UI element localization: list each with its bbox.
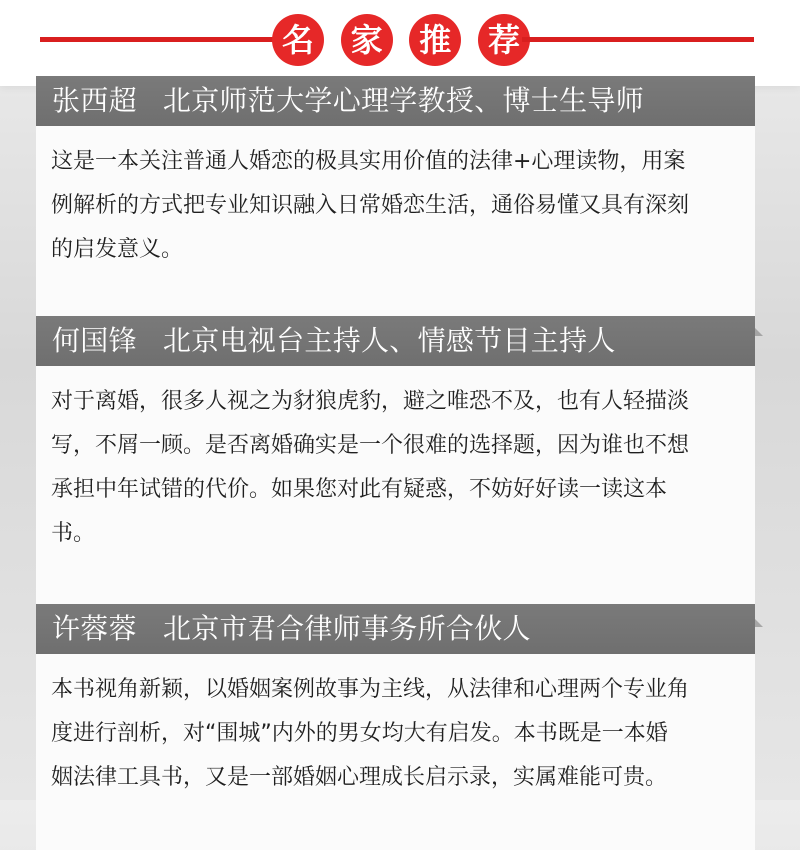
- recommender-header: [36, 76, 755, 126]
- recommendation-text: [36, 366, 755, 619]
- recommender-name: 何国锋: [52, 324, 137, 357]
- recommendation-line: 承担中年试错的代价。如果您对此有疑惑，不妨好好读一读这本: [51, 477, 668, 502]
- title-char: 名: [272, 14, 324, 66]
- recommendation-card: [36, 316, 755, 619]
- recommender-role: 北京电视台主持人、情感节目主持人: [162, 324, 616, 357]
- recommendation-line: 的启发意义。: [51, 237, 184, 262]
- title-char: 荐: [478, 14, 530, 66]
- title-char: 家: [341, 14, 393, 66]
- recommendation-line: 本书视角新颖，以婚姻案例故事为主线，从法律和心理两个专业角: [51, 677, 690, 702]
- recommendation-line: 写，不屑一顾。是否离婚确实是一个很难的选择题，因为谁也不想: [51, 433, 690, 458]
- recommendation-line: 书。: [51, 521, 96, 546]
- recommendation-line: 姻法律工具书，又是一部婚姻心理成长启示录，实属难能可贵。: [51, 765, 668, 790]
- recommendation-line: 这是一本关注普通人婚恋的极具实用价值的法律+心理读物，用案: [51, 149, 686, 174]
- recommender-header: [36, 316, 755, 366]
- recommendation-card: [36, 76, 755, 328]
- recommendation-line: 度进行剖析，对“围城”内外的男女均大有启发。本书既是一本婚: [51, 721, 668, 746]
- header-right-rule: [522, 37, 754, 42]
- recommender-header: [36, 604, 755, 654]
- recommendation-line: 对于离婚，很多人视之为豺狼虎豹，避之唯恐不及，也有人轻描淡: [51, 389, 690, 414]
- recommendation-text: [36, 126, 755, 328]
- recommendation-text: [36, 654, 755, 850]
- recommendation-line: 例解析的方式把专业知识融入日常婚恋生活，通俗易懂又具有深刻: [51, 193, 690, 218]
- recommender-name: 许蓉蓉: [52, 612, 137, 645]
- header-left-rule: [40, 37, 278, 42]
- title-char: 推: [409, 14, 461, 66]
- page-title: [272, 14, 530, 66]
- recommender-role: 北京师范大学心理学教授、博士生导师: [162, 84, 645, 117]
- recommender-name: 张西超: [52, 84, 137, 117]
- page-header: [0, 0, 800, 86]
- recommender-role: 北京市君合律师事务所合伙人: [162, 612, 531, 645]
- recommendation-card: [36, 604, 755, 850]
